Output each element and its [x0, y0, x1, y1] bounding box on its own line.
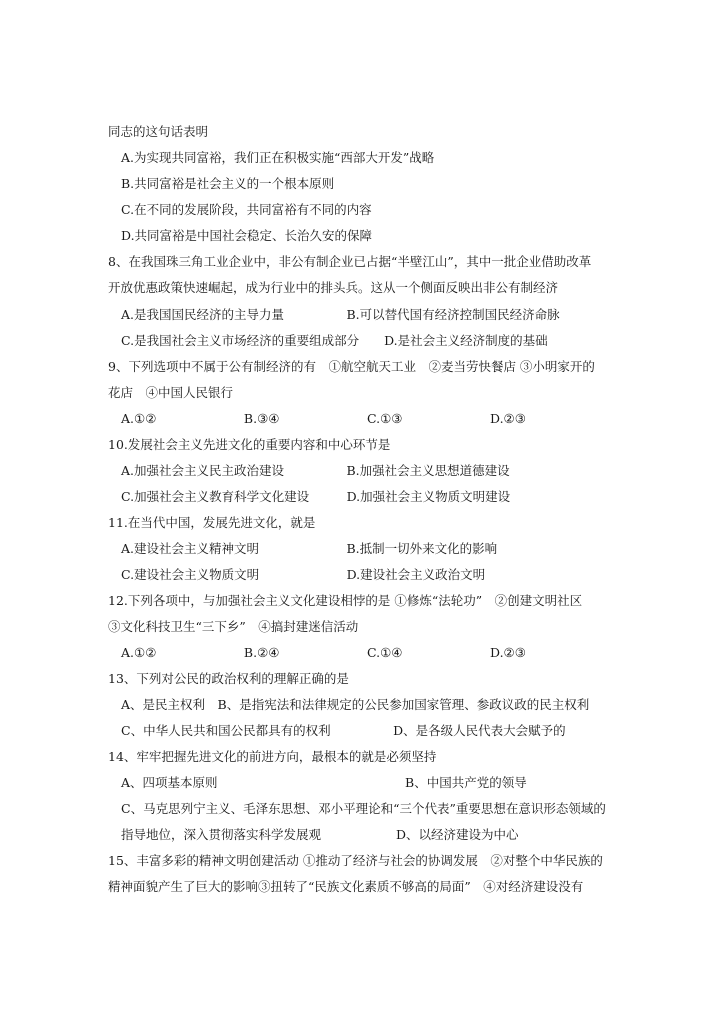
text-line: 花店 ④中国人民银行 [108, 385, 234, 400]
text-line: A、四项基本原则 B、中国共产党的领导 [121, 775, 527, 790]
text-line: C.是我国社会主义市场经济的重要组成部分 D.是社会主义经济制度的基础 [121, 333, 548, 348]
text-line: 9、下列选项中不属于公有制经济的有 ①航空航天工业 ②麦当劳快餐店 ③小明家开的 [108, 359, 595, 374]
text-line: 14、牢牢把握先进文化的前进方向，最根本的就是必须坚持 [108, 749, 437, 764]
text-line: C.在不同的发展阶段，共同富裕有不同的内容 [121, 202, 372, 217]
text-line: D.共同富裕是中国社会稳定、长治久安的保障 [121, 228, 373, 243]
text-line: A.是我国国民经济的主导力量 B.可以替代国有经济控制国民经济命脉 [121, 307, 560, 322]
text-line: A、是民主权利 B、是指宪法和法律规定的公民参加国家管理、参政议政的民主权利 [121, 697, 590, 712]
text-line: C、马克思列宁主义、毛泽东思想、邓小平理论和“三个代表”重要思想在意识形态领域的 [121, 801, 606, 816]
text-line: 精神面貌产生了巨大的影响③扭转了“民族文化素质不够高的局面” ④对经济建设没有 [108, 879, 584, 894]
text-line: 15、丰富多彩的精神文明创建活动 ①推动了经济与社会的协调发展 ②对整个中华民族的 [108, 853, 603, 868]
text-line: 13、下列对公民的政治权利的理解正确的是 [108, 671, 349, 686]
text-line: A.①② B.②④ C.①④ D.②③ [121, 645, 526, 660]
text-line: C、中华人民共和国公民都具有的权利 D、是各级人民代表大会赋予的 [121, 723, 566, 738]
text-line: C.建设社会主义物质文明 D.建设社会主义政治文明 [121, 567, 486, 582]
text-line: ③文化科技卫生“三下乡” ④搞封建迷信活动 [108, 619, 359, 634]
text-line: C.加强社会主义教育科学文化建设 D.加强社会主义物质文明建设 [121, 489, 511, 504]
text-line: 11.在当代中国，发展先进文化，就是 [108, 515, 316, 530]
text-line: 同志的这句话表明 [108, 124, 209, 139]
text-line: A.加强社会主义民主政治建设 B.加强社会主义思想道德建设 [121, 463, 510, 478]
text-line: 指导地位，深入贯彻落实科学发展观 D、以经济建设为中心 [121, 827, 519, 842]
text-line: 10.发展社会主义先进文化的重要内容和中心环节是 [108, 437, 391, 452]
text-line: 8、在我国珠三角工业企业中，非公有制企业已占据“半壁江山”，其中一批企业借助改革 [108, 254, 592, 269]
text-line: A.建设社会主义精神文明 B.抵制一切外来文化的影响 [121, 541, 498, 556]
text-line: A.①② B.③④ C.①③ D.②③ [121, 411, 526, 426]
text-line: 12.下列各项中，与加强社会主义文化建设相悖的是 ①修炼“法轮功” ②创建文明社区 [108, 593, 583, 608]
text-line: A.为实现共同富裕，我们正在积极实施“西部大开发”战略 [121, 150, 435, 165]
text-line: B.共同富裕是社会主义的一个根本原则 [121, 176, 335, 191]
text-line: 开放优惠政策快速崛起，成为行业中的排头兵。这从一个侧面反映出非公有制经济 [108, 280, 559, 295]
